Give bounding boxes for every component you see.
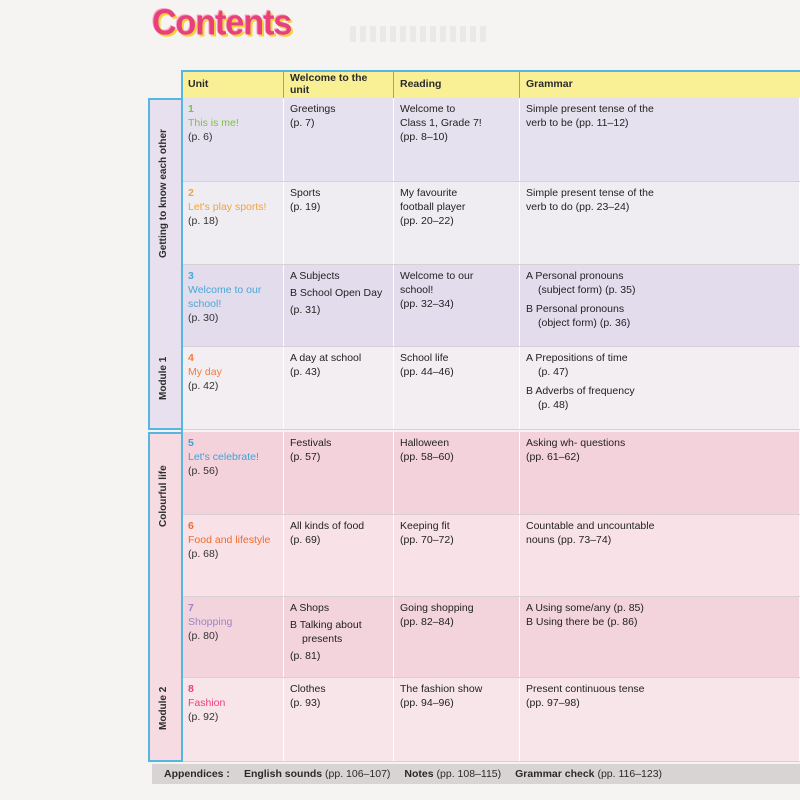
unit-row-5 bbox=[182, 432, 800, 515]
grammar-line: Countable and uncountable bbox=[526, 520, 655, 532]
welcome-cell bbox=[284, 98, 394, 181]
welcome-cell bbox=[284, 678, 394, 761]
grammar-cell bbox=[520, 265, 800, 346]
reading-cell bbox=[394, 432, 520, 514]
grammar-item-a: A Personal pronouns bbox=[526, 270, 624, 282]
unit-page: (p. 68) bbox=[188, 548, 219, 560]
unit-row-2 bbox=[182, 182, 800, 265]
welcome-line: (p. 69) bbox=[290, 534, 321, 546]
header-grammar: Grammar bbox=[520, 70, 800, 100]
unit-title: Welcome to our school! bbox=[188, 284, 262, 310]
welcome-line: A day at school bbox=[290, 352, 362, 364]
welcome-line: Greetings bbox=[290, 103, 336, 115]
unit-number: 7 bbox=[188, 602, 194, 614]
unit-page: (p. 6) bbox=[188, 131, 213, 143]
reading-line: The fashion show bbox=[400, 683, 483, 695]
unit-number: 4 bbox=[188, 352, 194, 364]
unit-page: (p. 56) bbox=[188, 465, 219, 477]
unit-row-4 bbox=[182, 347, 800, 430]
reading-cell bbox=[394, 597, 520, 677]
grammar-line: verb to do (pp. 23–24) bbox=[526, 201, 630, 213]
unit-cell bbox=[182, 515, 284, 596]
reading-cell bbox=[394, 265, 520, 346]
unit-number: 8 bbox=[188, 683, 194, 695]
grammar-line: (pp. 97–98) bbox=[526, 697, 580, 709]
reading-line: (pp. 58–60) bbox=[400, 451, 454, 463]
grammar-line: Simple present tense of the bbox=[526, 103, 654, 115]
welcome-line: (p. 19) bbox=[290, 201, 321, 213]
unit-row-3 bbox=[182, 265, 800, 347]
reading-line: Going shopping bbox=[400, 602, 474, 614]
appendix-english-sounds: English sounds (pp. 106–107) bbox=[243, 768, 391, 780]
unit-page: (p. 92) bbox=[188, 711, 219, 723]
unit-title: Shopping bbox=[188, 616, 233, 628]
unit-row-7 bbox=[182, 597, 800, 678]
reading-line: (pp. 20–22) bbox=[400, 215, 454, 227]
welcome-line: (p. 93) bbox=[290, 697, 321, 709]
welcome-line: Clothes bbox=[290, 683, 326, 695]
welcome-cell bbox=[284, 347, 394, 429]
grammar-line: nouns (pp. 73–74) bbox=[526, 534, 612, 546]
welcome-item-b: B Talking about presents bbox=[290, 619, 362, 645]
reading-line: school! bbox=[400, 284, 434, 296]
header-reading: Reading bbox=[394, 70, 520, 100]
appendices-label: Appendices : bbox=[164, 768, 230, 780]
unit-number: 2 bbox=[188, 187, 194, 199]
module-2-theme: Colourful life bbox=[158, 465, 169, 527]
unit-title: Food and lifestyle bbox=[188, 534, 271, 546]
welcome-cell bbox=[284, 182, 394, 264]
welcome-line: (p. 57) bbox=[290, 451, 321, 463]
grammar-item-a: A Using some/any (p. 85) bbox=[526, 602, 644, 614]
welcome-page: (p. 31) bbox=[290, 304, 321, 316]
grammar-line: verb to be (pp. 11–12) bbox=[526, 117, 629, 129]
welcome-cell bbox=[284, 515, 394, 596]
unit-title: Let's play sports! bbox=[188, 201, 267, 213]
module-2-label: Module 2 bbox=[158, 686, 169, 730]
grammar-cell bbox=[520, 515, 800, 596]
reading-line: (pp. 70–72) bbox=[400, 534, 454, 546]
unit-title: Fashion bbox=[188, 697, 226, 709]
grammar-cell bbox=[520, 182, 800, 264]
grammar-cell bbox=[520, 597, 800, 677]
welcome-cell bbox=[284, 265, 394, 346]
welcome-line: (p. 43) bbox=[290, 366, 321, 378]
unit-page: (p. 42) bbox=[188, 380, 219, 392]
unit-number: 3 bbox=[188, 270, 194, 282]
unit-cell bbox=[182, 98, 284, 181]
unit-number: 5 bbox=[188, 437, 194, 449]
reading-line: Halloween bbox=[400, 437, 450, 449]
unit-title: My day bbox=[188, 366, 222, 378]
reading-line: Keeping fit bbox=[400, 520, 450, 532]
reading-line: Class 1, Grade 7! bbox=[400, 117, 482, 129]
reading-cell bbox=[394, 678, 520, 761]
reading-line: (pp. 32–34) bbox=[400, 298, 454, 310]
grammar-item-a-detail: (p. 47) bbox=[538, 366, 569, 378]
grammar-item-b: B Using there be (p. 86) bbox=[526, 616, 638, 628]
welcome-item-a: A Subjects bbox=[290, 270, 340, 282]
unit-title: This is me! bbox=[188, 117, 239, 129]
reading-cell bbox=[394, 515, 520, 596]
unit-number: 1 bbox=[188, 103, 194, 115]
reading-line: (pp. 44–46) bbox=[400, 366, 454, 378]
reading-line: football player bbox=[400, 201, 466, 213]
grammar-cell bbox=[520, 347, 800, 429]
welcome-cell bbox=[284, 432, 394, 514]
grammar-line: Asking wh- questions bbox=[526, 437, 626, 449]
reading-cell bbox=[394, 182, 520, 264]
unit-cell bbox=[182, 265, 284, 346]
reading-line: (pp. 94–96) bbox=[400, 697, 454, 709]
reading-line: Welcome to bbox=[400, 103, 456, 115]
reading-cell bbox=[394, 347, 520, 429]
unit-row-8 bbox=[182, 678, 800, 762]
welcome-line: All kinds of food bbox=[290, 520, 365, 532]
unit-cell bbox=[182, 432, 284, 514]
welcome-item-b: B School Open Day bbox=[290, 287, 383, 299]
header-unit: Unit bbox=[182, 70, 284, 100]
reading-line: School life bbox=[400, 352, 449, 364]
appendix-notes: Notes (pp. 108–115) bbox=[404, 768, 502, 780]
unit-cell bbox=[182, 347, 284, 429]
welcome-item-a: A Shops bbox=[290, 602, 330, 614]
appendices-bar bbox=[152, 764, 800, 784]
welcome-page: (p. 81) bbox=[290, 650, 321, 662]
appendix-grammar-check: Grammar check (pp. 116–123) bbox=[515, 768, 663, 780]
grammar-line: (pp. 61–62) bbox=[526, 451, 580, 463]
unit-title: Let's celebrate! bbox=[188, 451, 259, 463]
welcome-cell bbox=[284, 597, 394, 677]
unit-row-6 bbox=[182, 515, 800, 597]
grammar-item-b-detail: (p. 48) bbox=[538, 399, 569, 411]
unit-cell bbox=[182, 182, 284, 264]
grammar-cell bbox=[520, 432, 800, 514]
grammar-item-a: A Prepositions of time bbox=[526, 352, 628, 364]
faded-heading bbox=[350, 26, 490, 42]
module-1-label: Module 1 bbox=[158, 356, 169, 400]
module-1-theme: Getting to know each other bbox=[158, 129, 169, 258]
grammar-item-b: B Adverbs of frequency bbox=[526, 385, 635, 397]
unit-cell bbox=[182, 678, 284, 761]
unit-page: (p. 30) bbox=[188, 312, 219, 324]
grammar-cell bbox=[520, 678, 800, 761]
reading-cell bbox=[394, 98, 520, 181]
grammar-item-a-detail: (subject form) (p. 35) bbox=[538, 284, 636, 296]
grammar-line: Present continuous tense bbox=[526, 683, 645, 695]
unit-cell bbox=[182, 597, 284, 677]
header-welcome: Welcome to the unit bbox=[284, 70, 394, 100]
left-rule bbox=[181, 70, 183, 762]
page-title: Contents bbox=[152, 3, 292, 43]
reading-line: My favourite bbox=[400, 187, 458, 199]
welcome-line: Sports bbox=[290, 187, 321, 199]
welcome-line: (p. 7) bbox=[290, 117, 315, 129]
grammar-item-b-detail: (object form) (p. 36) bbox=[538, 317, 631, 329]
unit-number: 6 bbox=[188, 520, 194, 532]
grammar-line: Simple present tense of the bbox=[526, 187, 654, 199]
unit-row-1 bbox=[182, 98, 800, 182]
reading-line: (pp. 82–84) bbox=[400, 616, 454, 628]
unit-page: (p. 18) bbox=[188, 215, 219, 227]
unit-page: (p. 80) bbox=[188, 630, 219, 642]
reading-line: Welcome to our bbox=[400, 270, 474, 282]
welcome-line: Festivals bbox=[290, 437, 332, 449]
grammar-cell bbox=[520, 98, 800, 181]
reading-line: (pp. 8–10) bbox=[400, 131, 448, 143]
grammar-item-b: B Personal pronouns bbox=[526, 303, 625, 315]
